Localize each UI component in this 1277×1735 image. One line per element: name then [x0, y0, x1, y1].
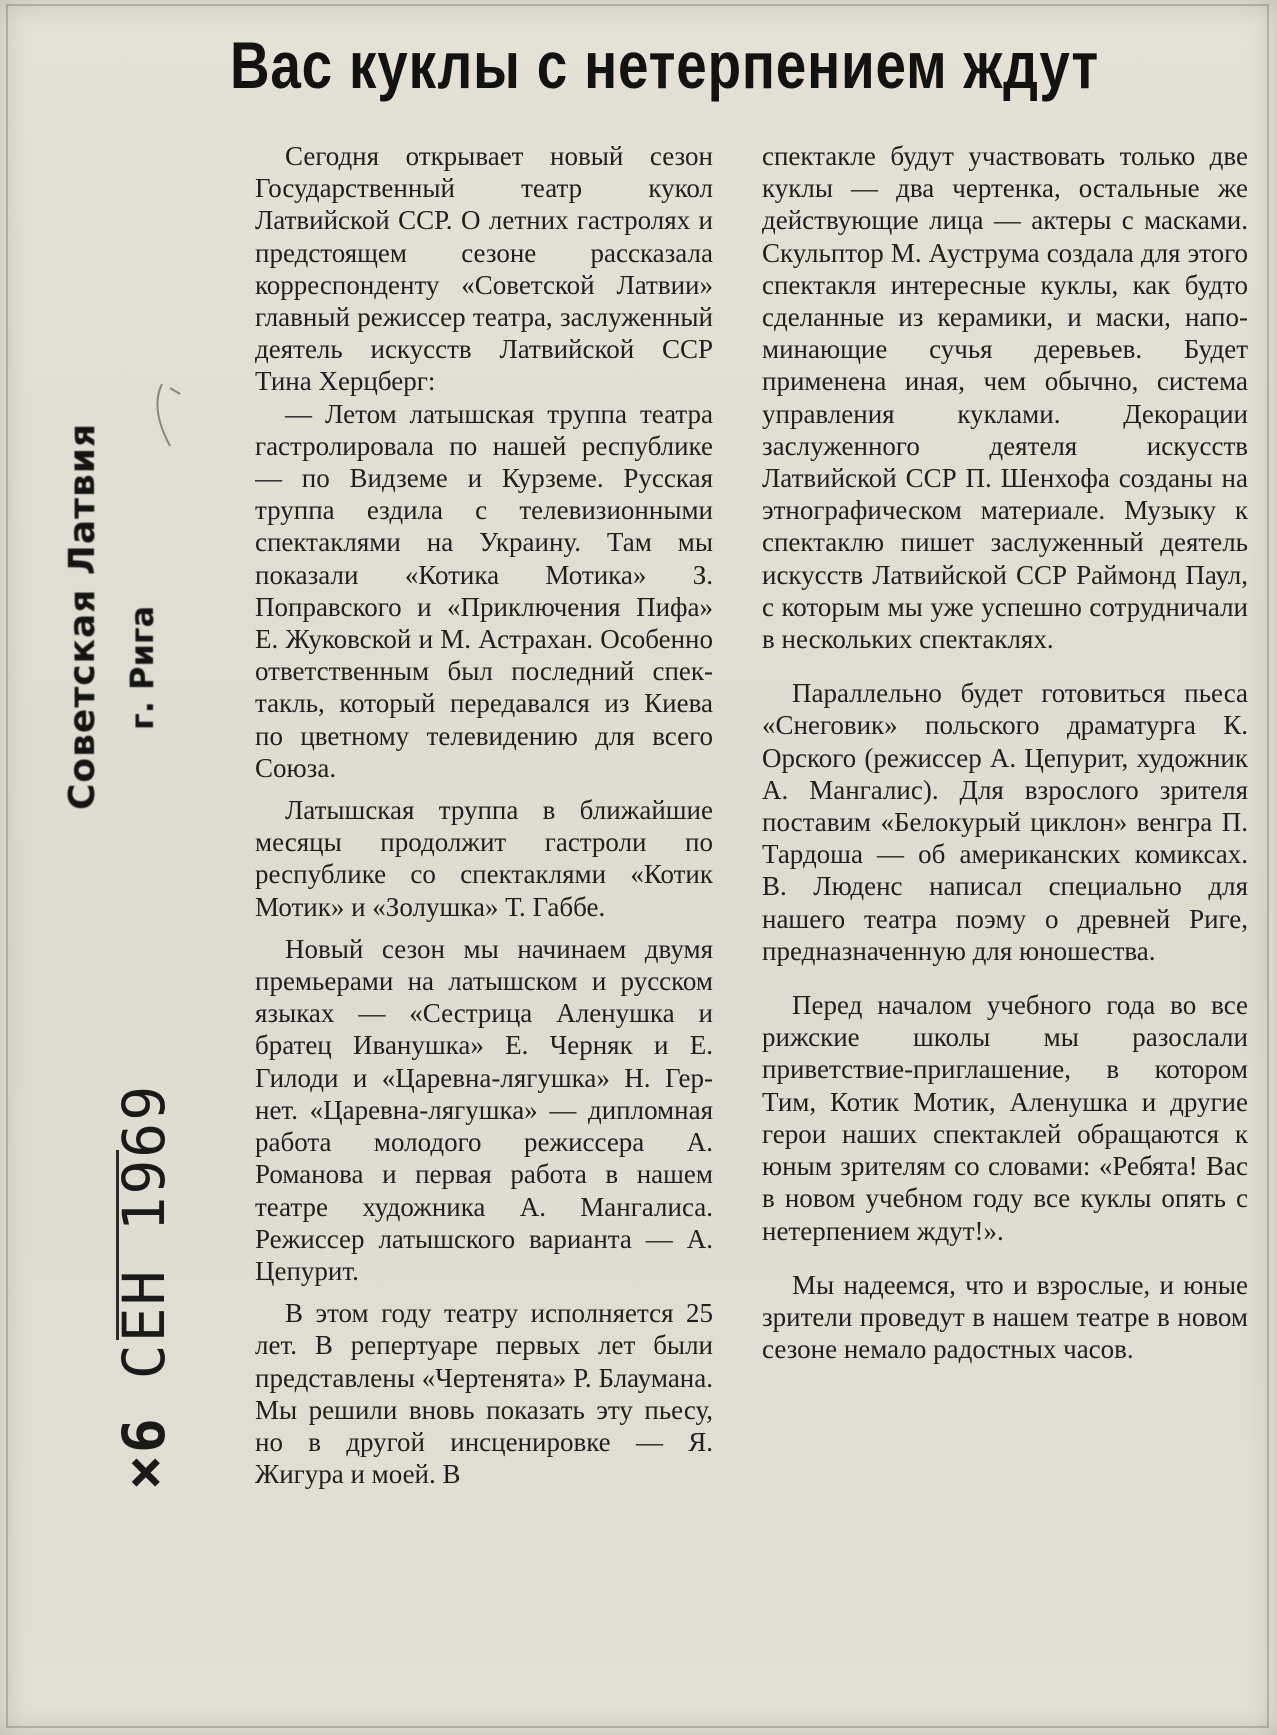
article-paragraph: В этом году театру исполняется 25 лет. В репертуаре первых лет были представлены «Чертенята» Р. Блаумана. Мы решили вновь показать эту пьесу, но в другой инсценировке — Я. Жигура и моей. В [255, 1298, 713, 1490]
article-paragraph: Перед началом учебного года во все рижские школы мы разослали приветствие-приглашение, в котором Тим, Котик Мотик, Аленушка и другие герои наших спектаклей обращаются к юным зрителям со словами: «Ребята! Вас в новом учебном году все куклы опять с нетерпением ждут!». [762, 990, 1248, 1246]
date-stamp [104, 1083, 184, 1490]
article-paragraph: — Летом латышская труппа театра гастролировала по нашей республике — по Видземе и Курземе. Русская труппа ездила с телевизионными спектаклями на Украину. Там мы показали «Котика Мотика» З. Поправского и «Приключения Пифа» Е. Жуковской и М. Астрахан. Особенно ответственным был последний спектакль, который передавался из Киева по цветному телевидению для всего Союза. [255, 398, 713, 783]
article-paragraph: спектакле будут участвовать только две куклы — два чертенка, остальные же действующие лица — актеры с масками. Скульптор М. Ауструма создала для этого спектакля интересные куклы, как будто сделанные из керамики, и маски, напоминающие сучья деревьев. Будет применена иная, чем обычно, система управления куклами. Декорации заслуженного деятеля искусств Латвийской ССР П. Шенхофа созданы на этнографическом материале. Музыку к спектаклю пишет заслуженный деятель искусств Латвийской ССР Раймонд Паул, с которым мы уже успешно сотрудничали в нескольких спектаклях. [762, 141, 1248, 655]
article-paragraph: Мы надеемся, что и взрослые, и юные зрители проведут в нашем театре в новом сезоне немало радостных часов. [762, 1269, 1248, 1365]
article-column-right [762, 140, 1248, 1720]
article-column-left [255, 140, 713, 1720]
newspaper-source-stamp [60, 422, 230, 810]
article-paragraph: Параллельно будет готовиться пьеса «Снеговик» польского драматурга К. Орского (режиссер А. Цепурит, художник А. Мангалис). Для взрослого зрителя поставим «Белокурый циклон» венгра П. Тардоша — об американских комиксах. В. Люденс написал специально для нашего театра поэму о древней Риге, предназначенную для юношества. [762, 678, 1248, 966]
article-headline: Вас куклы с нетерпением ждут [230, 28, 1100, 102]
source-stamp-city: г. Рига [123, 605, 161, 730]
date-stamp-text: СЕН 1969 [110, 1083, 178, 1417]
source-stamp-title: Советская Латвия [62, 422, 103, 810]
article-paragraph: Новый сезон мы начинаем двумя премьерами на латышском и русском языках — «Сестрица Аленушка и братец Иванушка» Е. Черняк и Е. Гилоди и «Царевна-лягушка» Н. Гернет. «Царевна-лягушка» — дипломная работа молодого режиссера А. Романова и первая работа в нашем театре художника А. Мангалиса. Режиссер латышского варианта — А. Цепурит. [255, 933, 713, 1286]
article-paragraph: Сегодня открывает новый сезон Государственный театр кукол Латвийской ССР. О летних гастролях и предстоящем сезоне рассказала корреспонденту «Советской Латвии» главный режиссер театра, заслуженный деятель искусств Латвийской ССР Тина Херцберг: [255, 141, 713, 397]
date-stamp-prefix: ×6 [110, 1416, 178, 1490]
article-paragraph: Латышская труппа в ближайшие месяцы продолжит гастроли по республике со спектаклями «Котик Мотик» и «Золушка» Т. Габбе. [255, 795, 713, 922]
